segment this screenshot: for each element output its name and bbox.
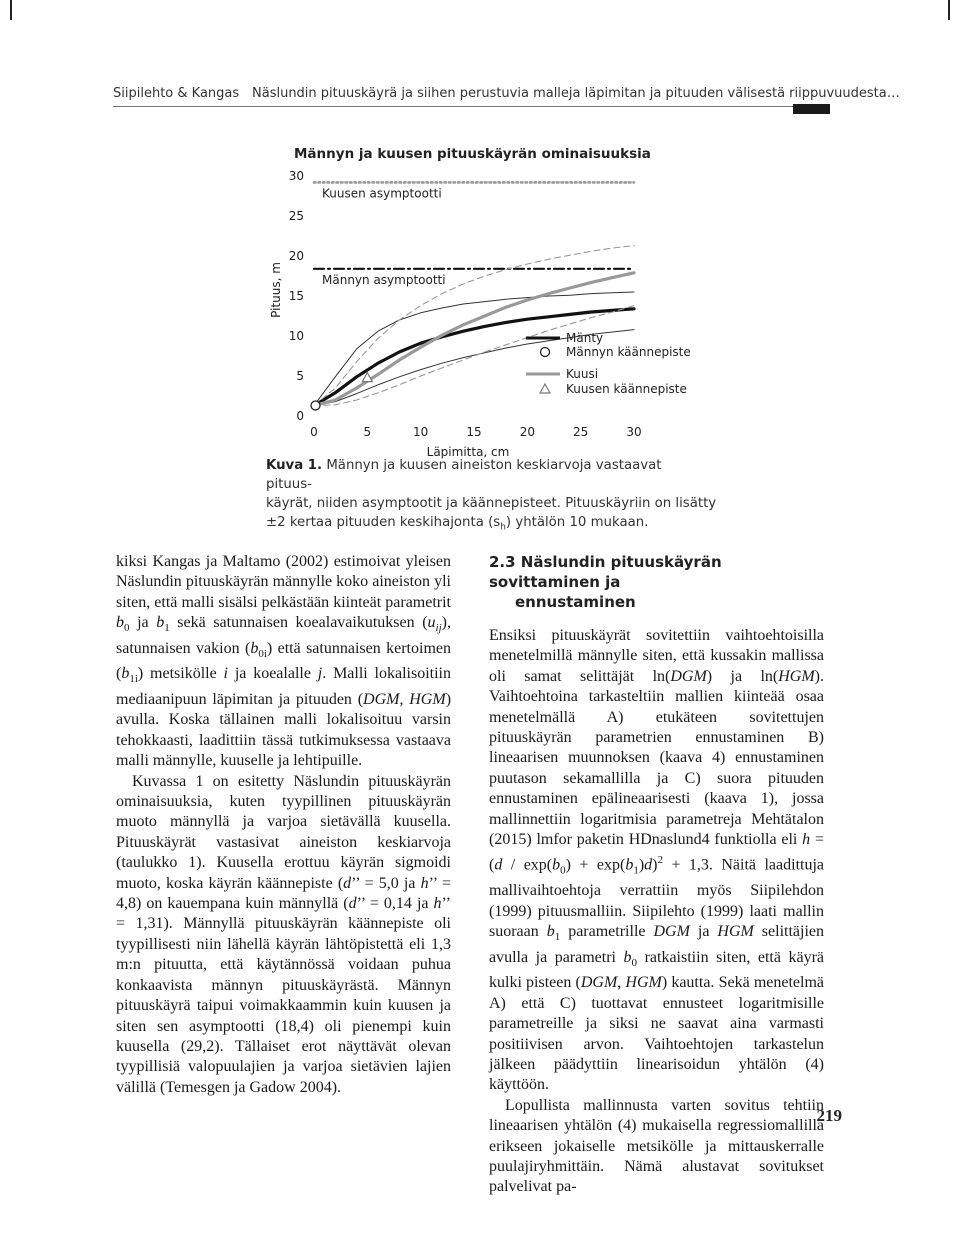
caption-line-1 xyxy=(266,456,706,494)
section-heading-line-2: ennustaminen xyxy=(515,593,636,611)
crop-mark xyxy=(948,0,950,20)
legend-label: Kuusen käännepiste xyxy=(566,382,687,396)
text-run: ’’ = 5,0 ja xyxy=(351,874,421,892)
x-tick-label: 5 xyxy=(363,425,372,439)
text-run: ) kautta. Sekä menetelmä A) että C) tuottavat ennusteet logaritmisille parametreille ja siksi ne saavat aina varmasti positiivisen arvon. Vaihtoehtojen tarkastelun jälkeen päädyttiin linearisoidun yhtälön (4) käyttöön. xyxy=(489,974,825,1094)
text-run: ) ja ln( xyxy=(706,667,779,685)
text-run: ) että satunnaisen kertoimen ( xyxy=(116,639,451,683)
italic-text: DGM xyxy=(580,974,618,992)
y-tick-label: 5 xyxy=(296,369,304,383)
italic-text: d xyxy=(494,856,503,874)
italic-text: h xyxy=(433,895,442,913)
text-run: Kuvassa 1 on esitetty Näslundin pituuskäyrän ominaisuuksia, kuten tyypillinen pituuskäyrän muoto männyllä ja varjoa sietävällä kuusella. Pituuskäyrät vastasivat aineiston keskiarvoja (taulukko 1). Kuusella erottuu käyrän sigmoidi muoto, koska käyrän käännepiste ( xyxy=(116,772,451,892)
legend-triangle-icon xyxy=(540,384,550,393)
text-run: Lopullista mallinnusta varten sovitus tehtiin lineaarisen yhtälön (4) mukaisella regressiomallilla erikseen jokaiselle metsikölle ja mittauskerralle puulajiryhmittäin. Nämä alustavat sovitukset palvelivat pa- xyxy=(489,1096,824,1196)
italic-text: DGM xyxy=(670,667,707,685)
text-run: ) metsikölle xyxy=(137,665,224,683)
legend-label: Mänty xyxy=(566,331,604,345)
subscript: ij xyxy=(435,622,442,635)
text-run: , xyxy=(399,691,410,708)
running-header-author: Siipilehto & Kangas xyxy=(113,86,240,101)
crop-mark xyxy=(10,0,12,20)
legend-label: Kuusi xyxy=(566,367,599,381)
x-tick-label: 20 xyxy=(519,425,535,439)
italic-text: b xyxy=(546,923,555,941)
text-run: ’’ = 0,14 ja xyxy=(356,895,434,913)
y-tick-label: 10 xyxy=(288,329,304,343)
caption-text-3b: ) yhtälön 10 mukaan. xyxy=(505,515,649,530)
italic-text: HGM xyxy=(778,667,815,685)
y-tick-label: 25 xyxy=(288,209,304,223)
caption-line-3 xyxy=(266,513,706,538)
x-tick-label: 25 xyxy=(573,425,589,439)
caption-text-1: Männyn ja kuusen aineiston keskiarvoja vastaavat pituus- xyxy=(266,458,662,492)
italic-text: b xyxy=(552,856,561,874)
text-run: ja xyxy=(689,923,718,941)
page-number: 219 xyxy=(816,1106,842,1125)
y-tick-label: 30 xyxy=(288,169,304,183)
spruce-asymptote-label: Kuusen asymptootti xyxy=(322,186,442,201)
body-paragraph xyxy=(489,1096,824,1198)
pine-asymptote-label: Männyn asymptootti xyxy=(322,272,446,287)
italic-text: b xyxy=(116,614,124,632)
text-run: ja koealalle xyxy=(228,665,318,683)
text-run: parametrille xyxy=(560,923,654,941)
italic-text: u xyxy=(427,614,436,632)
pine-inflection-point xyxy=(311,401,320,410)
text-run: ratkaistiin siten, että käyrä kulki pisteen ( xyxy=(489,948,825,992)
header-block xyxy=(793,104,830,114)
y-tick-label: 15 xyxy=(288,289,304,303)
running-header-title: Näslundin pituuskäyrä ja siihen perustuvia malleja läpimitan ja pituuden välisestä riippuvuudesta… xyxy=(252,86,900,101)
body-paragraph xyxy=(116,772,451,1099)
subscript: 1 xyxy=(633,864,639,877)
caption-subscript: h xyxy=(500,522,506,533)
text-run: ) xyxy=(638,856,645,874)
italic-text: b xyxy=(121,665,130,683)
chart-title: Männyn ja kuusen pituuskäyrän ominaisuuksia xyxy=(294,146,651,162)
text-run: ). Vaihtoehtoina tarkasteltiin mallien kiinteää osaa menetelmällä A) etukäteen sovitettujen pituuskäyrän parametrien ennustaminen B) lineaarisen muunnoksen (kaava 4) ennustaminen puutason sekamallilla ja C) suora pituuden ennustaminen epälineaarisesti (kaava 1), jossa mallinnettiin logaritmisia parametreja Mehtätalon (2015) lmfor paketin HDnaslund4 funktiolla eli xyxy=(489,667,824,849)
text-run: ’’ = 1,31). Männyllä pituuskäyrän käännepiste oli tyypillisesti niin lähellä käyrän lähtöpistettä eli 1,3 m:n pituutta, että käytännössä voidaan puhua konkaavista männyn pituuskäyrästä. Männyn pituuskäyrä taipui voimakkaammin kuin kuusen ja siten sen asymptootti (18,4) oli pienempi kuin kuusella (29,2). Tällaiset erot näyttävät olevan tyypillisiä valopuulajien ja varjoa sietävien lajien välillä (Temesgen ja Gadow 2004). xyxy=(116,895,451,1096)
text-run: ja xyxy=(129,614,157,632)
italic-text: DGM xyxy=(363,691,400,708)
caption-line-2: käyrät, niiden asymptootit ja käännepisteet. Pituuskäyriin on lisätty xyxy=(266,496,717,511)
italic-text: d xyxy=(348,895,357,913)
italic-text: h xyxy=(420,874,429,892)
italic-text: HGM xyxy=(625,974,662,992)
subscript: 1 xyxy=(554,931,561,944)
italic-text: HGM xyxy=(409,691,446,708)
subscript: 1 xyxy=(164,622,170,635)
italic-text: DGM xyxy=(653,923,690,941)
text-run: + 1,3. Näitä laadittuja mallivaihtoehtoja verrattiin myös Siipilehdon (1999) pituusmalliin. Siipilehto (1999) laati mallin suoraan xyxy=(489,856,825,941)
text-run: / exp( xyxy=(502,856,553,874)
italic-text: i xyxy=(223,665,228,683)
caption-label: Kuva 1. xyxy=(266,458,323,473)
figure-chart xyxy=(260,132,691,459)
y-axis-label: Pituus, m xyxy=(269,262,283,318)
subscript: 0 xyxy=(124,622,130,635)
subscript: 0i xyxy=(258,648,267,660)
text-run: ’’ = 4,8) on kauempana kuin männyllä ( xyxy=(116,874,452,913)
text-run: . Malli lokalisoitiin mediaanipuun läpimitan ja pituuden ( xyxy=(116,665,452,708)
x-tick-label: 30 xyxy=(626,425,642,439)
legend-label: Männyn käännepiste xyxy=(566,345,691,359)
italic-text: h xyxy=(802,831,811,849)
y-tick-label: 20 xyxy=(288,249,304,263)
y-tick-label: 0 xyxy=(296,409,304,423)
x-axis-label: Läpimitta, cm xyxy=(426,445,510,459)
subscript: 0 xyxy=(631,956,638,969)
subscript: 1i xyxy=(129,673,138,686)
body-paragraph xyxy=(116,552,451,772)
body-paragraph xyxy=(489,626,824,1096)
subscript: 0 xyxy=(560,864,566,877)
italic-text: b xyxy=(156,614,165,632)
text-run: , xyxy=(617,974,626,992)
text-run: kiksi Kangas ja Maltamo (2002) estimoivat yleisen Näslundin pituuskäyrän männylle koko aineiston yli siten, että malli sisälsi pelkästään kiinteät parametrit xyxy=(116,553,451,611)
text-run: selittäjien avulla ja parametri xyxy=(489,923,824,966)
superscript: 2 xyxy=(657,854,663,867)
text-run: ) avulla. Koska tällainen malli lokalisoituu varsin tehokkaasti, laadittiin tässä tutkimuksessa vastaava malli männylle, kuuselle ja lehtipuille. xyxy=(116,691,452,770)
text-run: Ensiksi pituuskäyrät sovitettiin vaihtoehtoisilla menetelmillä männylle siten, että kussakin mallissa oli samat selittäjät ln( xyxy=(489,627,824,685)
legend-circle-icon xyxy=(541,348,550,357)
text-run: sekä satunnaisen koealavaikutuksen ( xyxy=(169,614,428,632)
running-header xyxy=(113,86,900,106)
text-run: ) + exp( xyxy=(565,856,626,874)
header-rule xyxy=(113,106,815,107)
text-run: ) xyxy=(652,856,658,874)
text-run: = ( xyxy=(489,831,824,874)
x-tick-label: 15 xyxy=(466,425,482,439)
italic-text: b xyxy=(250,639,259,657)
italic-text: b xyxy=(625,856,634,874)
x-tick-label: 10 xyxy=(413,425,429,439)
italic-text: j xyxy=(317,665,323,683)
italic-text: d xyxy=(343,874,352,892)
figure-caption xyxy=(266,456,717,538)
x-tick-label: 0 xyxy=(310,425,318,439)
italic-text: HGM xyxy=(717,923,754,941)
caption-text-3a: ±2 kertaa pituuden keskihajonta (s xyxy=(266,515,501,530)
text-run: ), satunnaisen vakion ( xyxy=(116,614,451,657)
italic-text: d xyxy=(644,856,653,874)
left-column xyxy=(116,552,451,1098)
section-heading xyxy=(489,552,824,612)
right-column xyxy=(489,552,824,1198)
section-heading-line-1: 2.3 Näslundin pituuskäyrän sovittaminen ja xyxy=(489,553,722,591)
italic-text: b xyxy=(623,948,632,966)
